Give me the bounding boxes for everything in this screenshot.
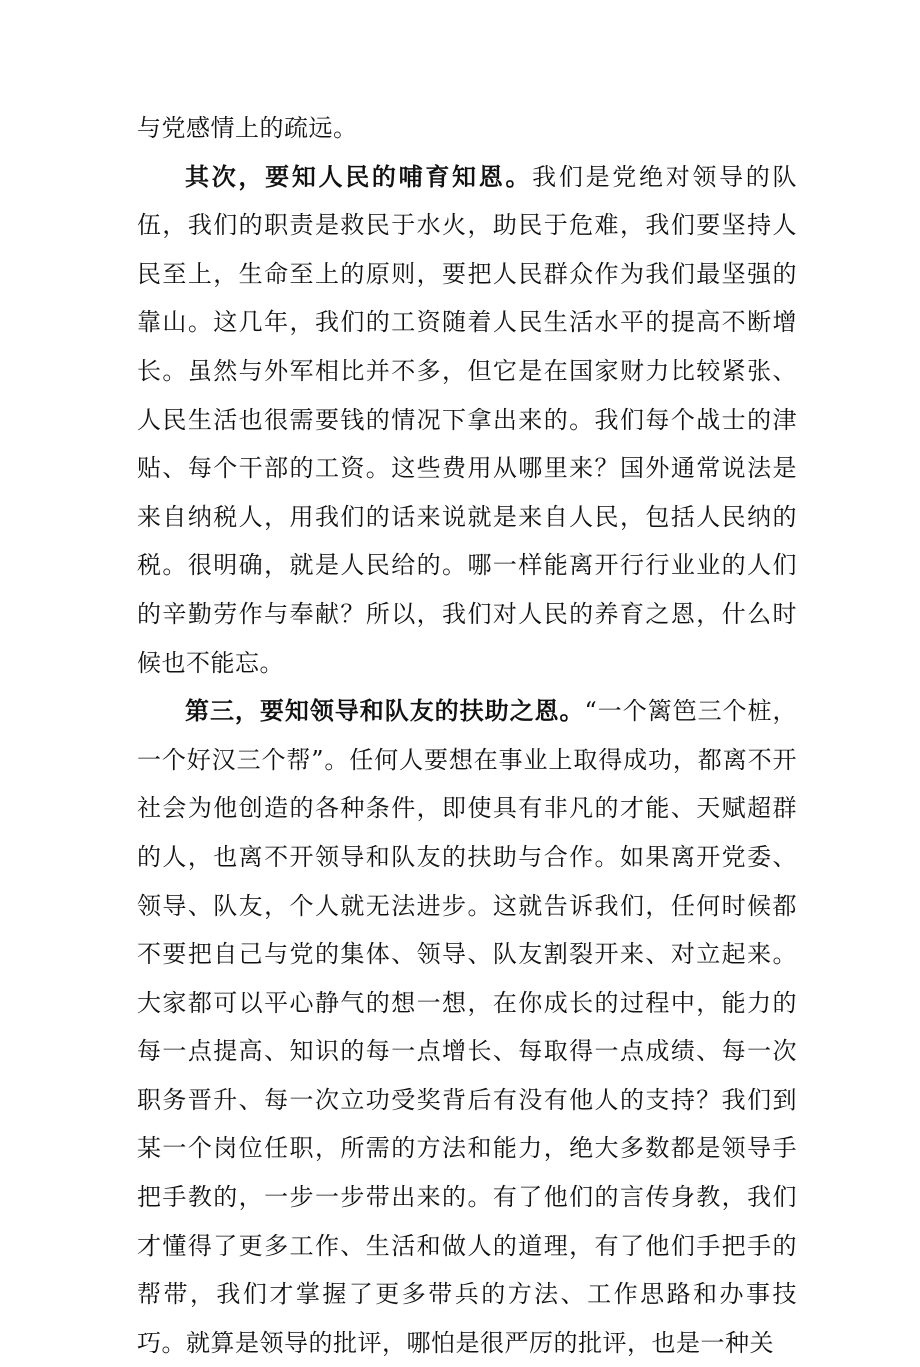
- paragraph-heading: 其次，要知人民的哺育知恩。: [185, 161, 533, 191]
- document-body: [137, 104, 797, 1367]
- paragraph-continuation: [137, 104, 797, 153]
- paragraph-second: [137, 153, 797, 688]
- paragraph-heading: 第三，要知领导和队友的扶助之恩。: [185, 696, 585, 726]
- paragraph-text: “一个篱笆三个桩，一个好汉三个帮”。任何人要想在事业上取得成功，都离不开社会为他创造的各种条件，即使具有非凡的才能、天赋超群的人，也离不开领导和队友的扶助与合作。如果离开党委、领导、队友，个人就无法进步。这就告诉我们，任何时候都不要把自己与党的集体、领导、队友割裂开来、对立起来。大家都可以平心静气的想一想，在你成长的过程中，能力的每一点提高、知识的每一点增长、每取得一点成绩、每一次职务晋升、每一次立功受奖背后有没有他人的支持？我们到某一个岗位任职，所需的方法和能力，绝大多数都是领导手把手教的，一步一步带出来的。有了他们的言传身教，我们才懂得了更多工作、生活和做人的道理，有了他们手把手的帮带，我们才掌握了更多带兵的方法、工作思路和办事技巧。就算是领导的批评，哪怕是很严厉的批评，也是一种关: [137, 697, 797, 1357]
- paragraph-text: 我们是党绝对领导的队伍，我们的职责是救民于水火，助民于危难，我们要坚持人民至上，生命至上的原则，要把人民群众作为我们最坚强的靠山。这几年，我们的工资随着人民生活水平的提高不断增长。虽然与外军相比并不多，但它是在国家财力比较紧张、人民生活也很需要钱的情况下拿出来的。我们每个战士的津贴、每个干部的工资。这些费用从哪里来？国外通常说法是来自纳税人，用我们的话来说就是来自人民，包括人民纳的税。很明确，就是人民给的。哪一样能离开行行业业的人们的辛勤劳作与奉献？所以，我们对人民的养育之恩，什么时候也不能忘。: [137, 162, 798, 677]
- paragraph-text: 与党感情上的疏远。: [137, 114, 358, 142]
- paragraph-third: [137, 687, 797, 1367]
